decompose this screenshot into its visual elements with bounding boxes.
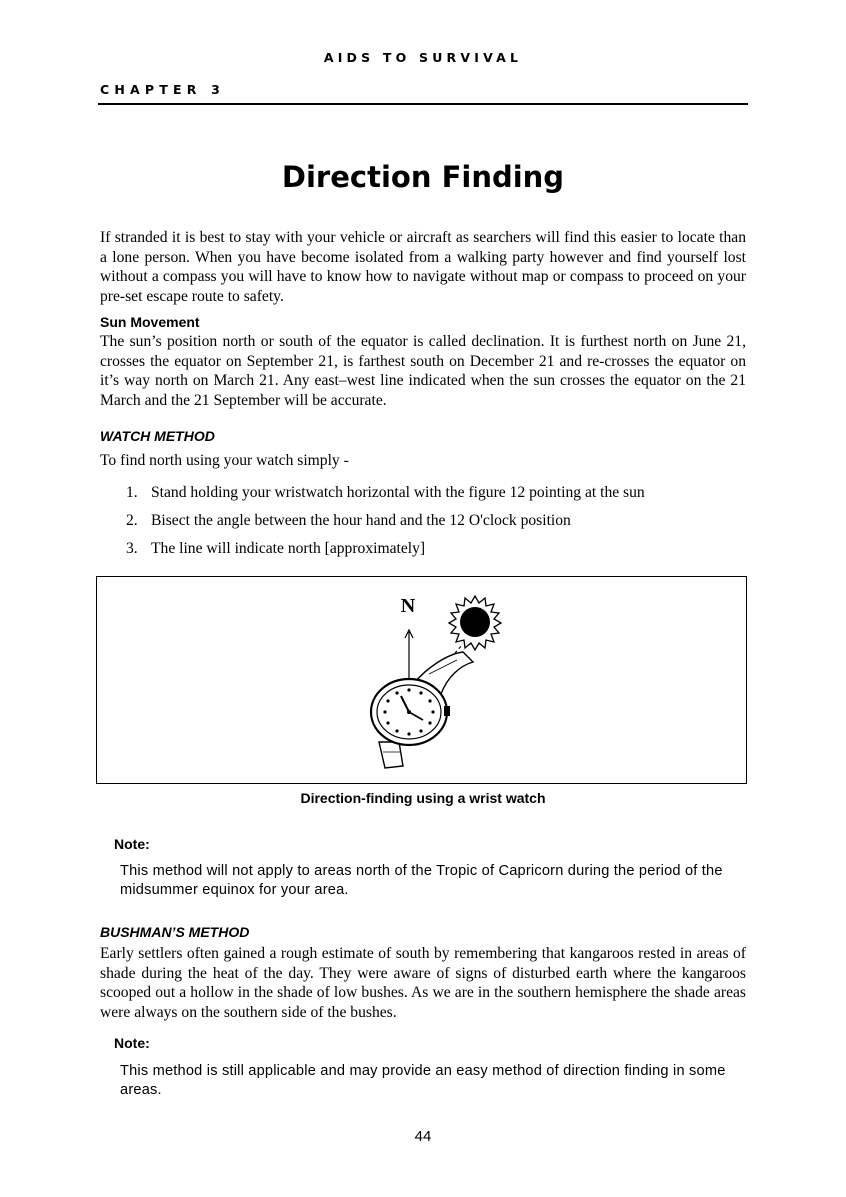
note-label: Note:: [114, 1035, 150, 1051]
north-label: N: [400, 595, 416, 617]
list-text: The line will indicate north [approximately]: [151, 540, 426, 557]
bushman-method-paragraph: Early settlers often gained a rough estimate of south by remembering that kangaroos rested in areas of shade during the heat of the day. They were aware of signs of disturbed earth where the kangaroos scooped out a hollow in the shade of low bushes. As we are in the southern hemisphere the shade areas were always on the southern side of the bushes.: [100, 945, 746, 1022]
page-number: 44: [414, 1128, 432, 1145]
running-head: AIDS TO SURVIVAL: [323, 50, 523, 65]
bushman-method-heading: BUSHMAN’S METHOD: [100, 924, 250, 940]
sun-movement-heading: Sun Movement: [100, 314, 200, 330]
list-text: Bisect the angle between the hour hand and the 12 O'clock position: [151, 512, 571, 529]
intro-paragraph: If stranded it is best to stay with your vehicle or aircraft as searchers will find this easier to locate than a lone person. When you have become isolated from a walking party however and find yourself lost without a compass you will have to know how to navigate without map or compass to proceed on your pre-set escape route to safety.: [100, 229, 746, 306]
list-number: 1.: [126, 484, 138, 501]
list-text: Stand holding your wristwatch horizontal with the figure 12 pointing at the sun: [151, 484, 645, 501]
sun-movement-paragraph: The sun’s position north or south of the equator is called declination. It is furthest north on June 21, crosses the equator on September 21, is farthest south on December 21 and re-crosses the equator on it’s way north on March 21. Any east–west line indicated when the sun crosses the equator on the 21 March and the 21 September will be accurate.: [100, 333, 746, 410]
list-number: 2.: [126, 512, 138, 529]
list-number: 3.: [126, 540, 138, 557]
figure-caption: Direction-finding using a wrist watch: [300, 790, 546, 806]
note-text: This method is still applicable and may provide an easy method of direction finding in some areas.: [120, 1063, 726, 1098]
watch-method-intro: To find north using your watch simply -: [100, 452, 349, 469]
north-arrow-icon: [405, 630, 413, 682]
page-title: Direction Finding: [281, 160, 565, 194]
wristwatch-illustration: [355, 582, 515, 778]
watch-method-heading: WATCH METHOD: [100, 428, 215, 444]
note-text: This method will not apply to areas north of the Tropic of Capricorn during the period of the midsummer equinox for your area.: [120, 863, 723, 898]
sun-icon: [449, 596, 501, 650]
header-rule: [98, 103, 748, 105]
chapter-label: CHAPTER 3: [100, 82, 226, 97]
note-label: Note:: [114, 836, 150, 852]
